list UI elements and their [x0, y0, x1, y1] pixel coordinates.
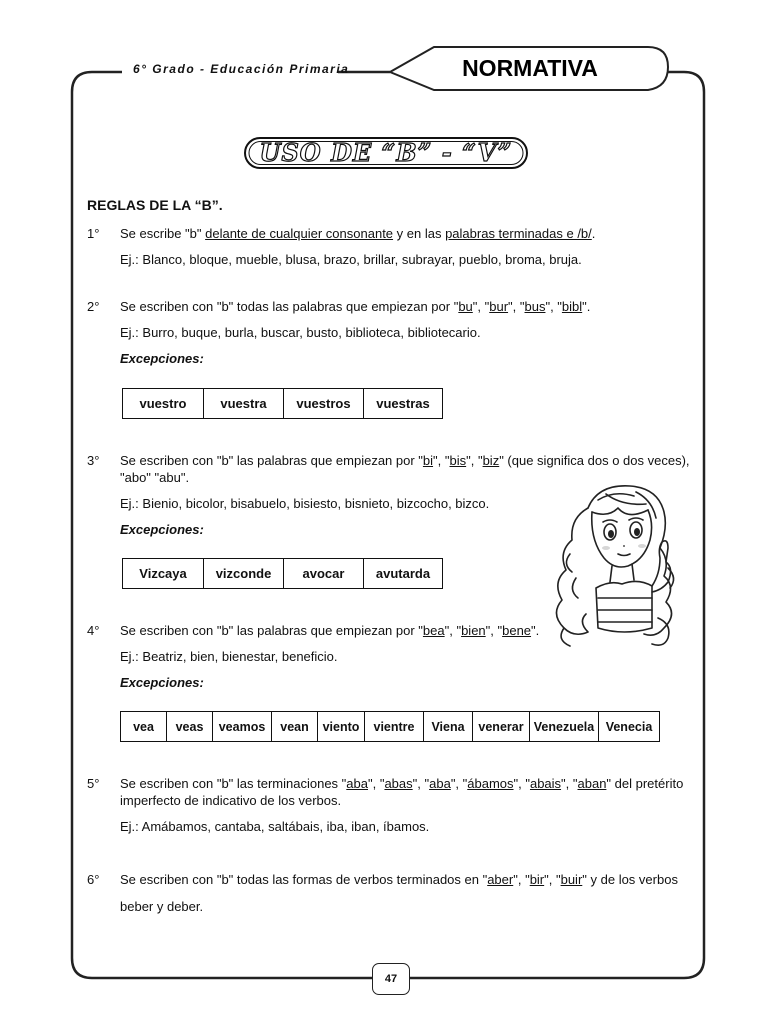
rule-number: 1°	[87, 226, 100, 241]
rule-example: Ej.: Amábamos, cantaba, saltábais, iba, iban, íbamos.	[120, 819, 430, 834]
exception-cell: veamos	[213, 712, 272, 742]
rule-example: Ej.: Bienio, bicolor, bisabuelo, bisiesto, bisnieto, bizcocho, bizco.	[120, 496, 490, 511]
exception-cell: Viena	[424, 712, 473, 742]
rule-text: Se escriben con "b" las palabras que empiezan por "bea", "bien", "bene".	[120, 623, 540, 638]
rule-number: 6°	[87, 872, 100, 887]
exception-cell: viento	[318, 712, 365, 742]
exception-cell: vean	[272, 712, 318, 742]
rule-number: 2°	[87, 299, 100, 314]
rule-text: Se escribe "b" delante de cualquier consonante y en las palabras terminadas e /b/.	[120, 226, 596, 241]
rule-number: 4°	[87, 623, 100, 638]
rule-text: Se escriben con "b" las terminaciones "aba", "abas", "aba", "ábamos", "abais", "aban" del pretérito imperfecto de indicativo de los verbos.	[120, 776, 684, 808]
grade-label: 6° Grado - Educación Primaria	[133, 62, 350, 76]
exception-cell: vuestras	[364, 389, 443, 419]
exception-cell: vuestros	[284, 389, 364, 419]
page-title: USO DE “B” - “V”	[259, 138, 513, 167]
exception-cell: avocar	[284, 559, 364, 589]
exception-cell: venerar	[473, 712, 530, 742]
rule-text: Se escriben con "b" las palabras que empiezan por "bi", "bis", "biz" (que significa dos o dos veces), "abo" "abu".	[120, 453, 690, 485]
exceptions-heading: Excepciones:	[120, 522, 204, 537]
exceptions-table	[122, 388, 443, 419]
exception-cell: vea	[121, 712, 167, 742]
exception-cell: Venezuela	[530, 712, 599, 742]
exception-cell: avutarda	[364, 559, 443, 589]
rule-example: Ej.: Beatriz, bien, bienestar, beneficio.	[120, 649, 338, 664]
page-number: 47	[372, 963, 410, 995]
exception-cell: veas	[167, 712, 213, 742]
exception-cell: Vizcaya	[123, 559, 204, 589]
rule-example: Ej.: Burro, buque, burla, buscar, busto, biblioteca, bibliotecario.	[120, 325, 481, 340]
exception-cell: Venecia	[599, 712, 660, 742]
exception-cell: vientre	[365, 712, 424, 742]
rule-text: Se escriben con "b" todas las palabras que empiezan por "bu", "bur", "bus", "bibl".	[120, 299, 591, 314]
section-heading: REGLAS DE LA “B”.	[87, 197, 223, 213]
exception-cell: vizconde	[204, 559, 284, 589]
girl-illustration	[548, 478, 688, 654]
rule-text: Se escriben con "b" todas las formas de verbos terminados en "aber", "bir", "buir" y de los verbos beber y deber.	[120, 872, 678, 914]
rule-example: Ej.: Blanco, bloque, mueble, blusa, brazo, brillar, subrayar, pueblo, broma, bruja.	[120, 252, 582, 267]
exceptions-table	[120, 711, 660, 742]
rule-number: 5°	[87, 776, 100, 791]
exceptions-heading: Excepciones:	[120, 351, 204, 366]
rule-number: 3°	[87, 453, 100, 468]
exceptions-heading: Excepciones:	[120, 675, 204, 690]
exceptions-table	[122, 558, 443, 589]
exception-cell: vuestro	[123, 389, 204, 419]
exception-cell: vuestra	[204, 389, 284, 419]
section-label: NORMATIVA	[462, 55, 598, 81]
title-badge	[243, 136, 529, 170]
